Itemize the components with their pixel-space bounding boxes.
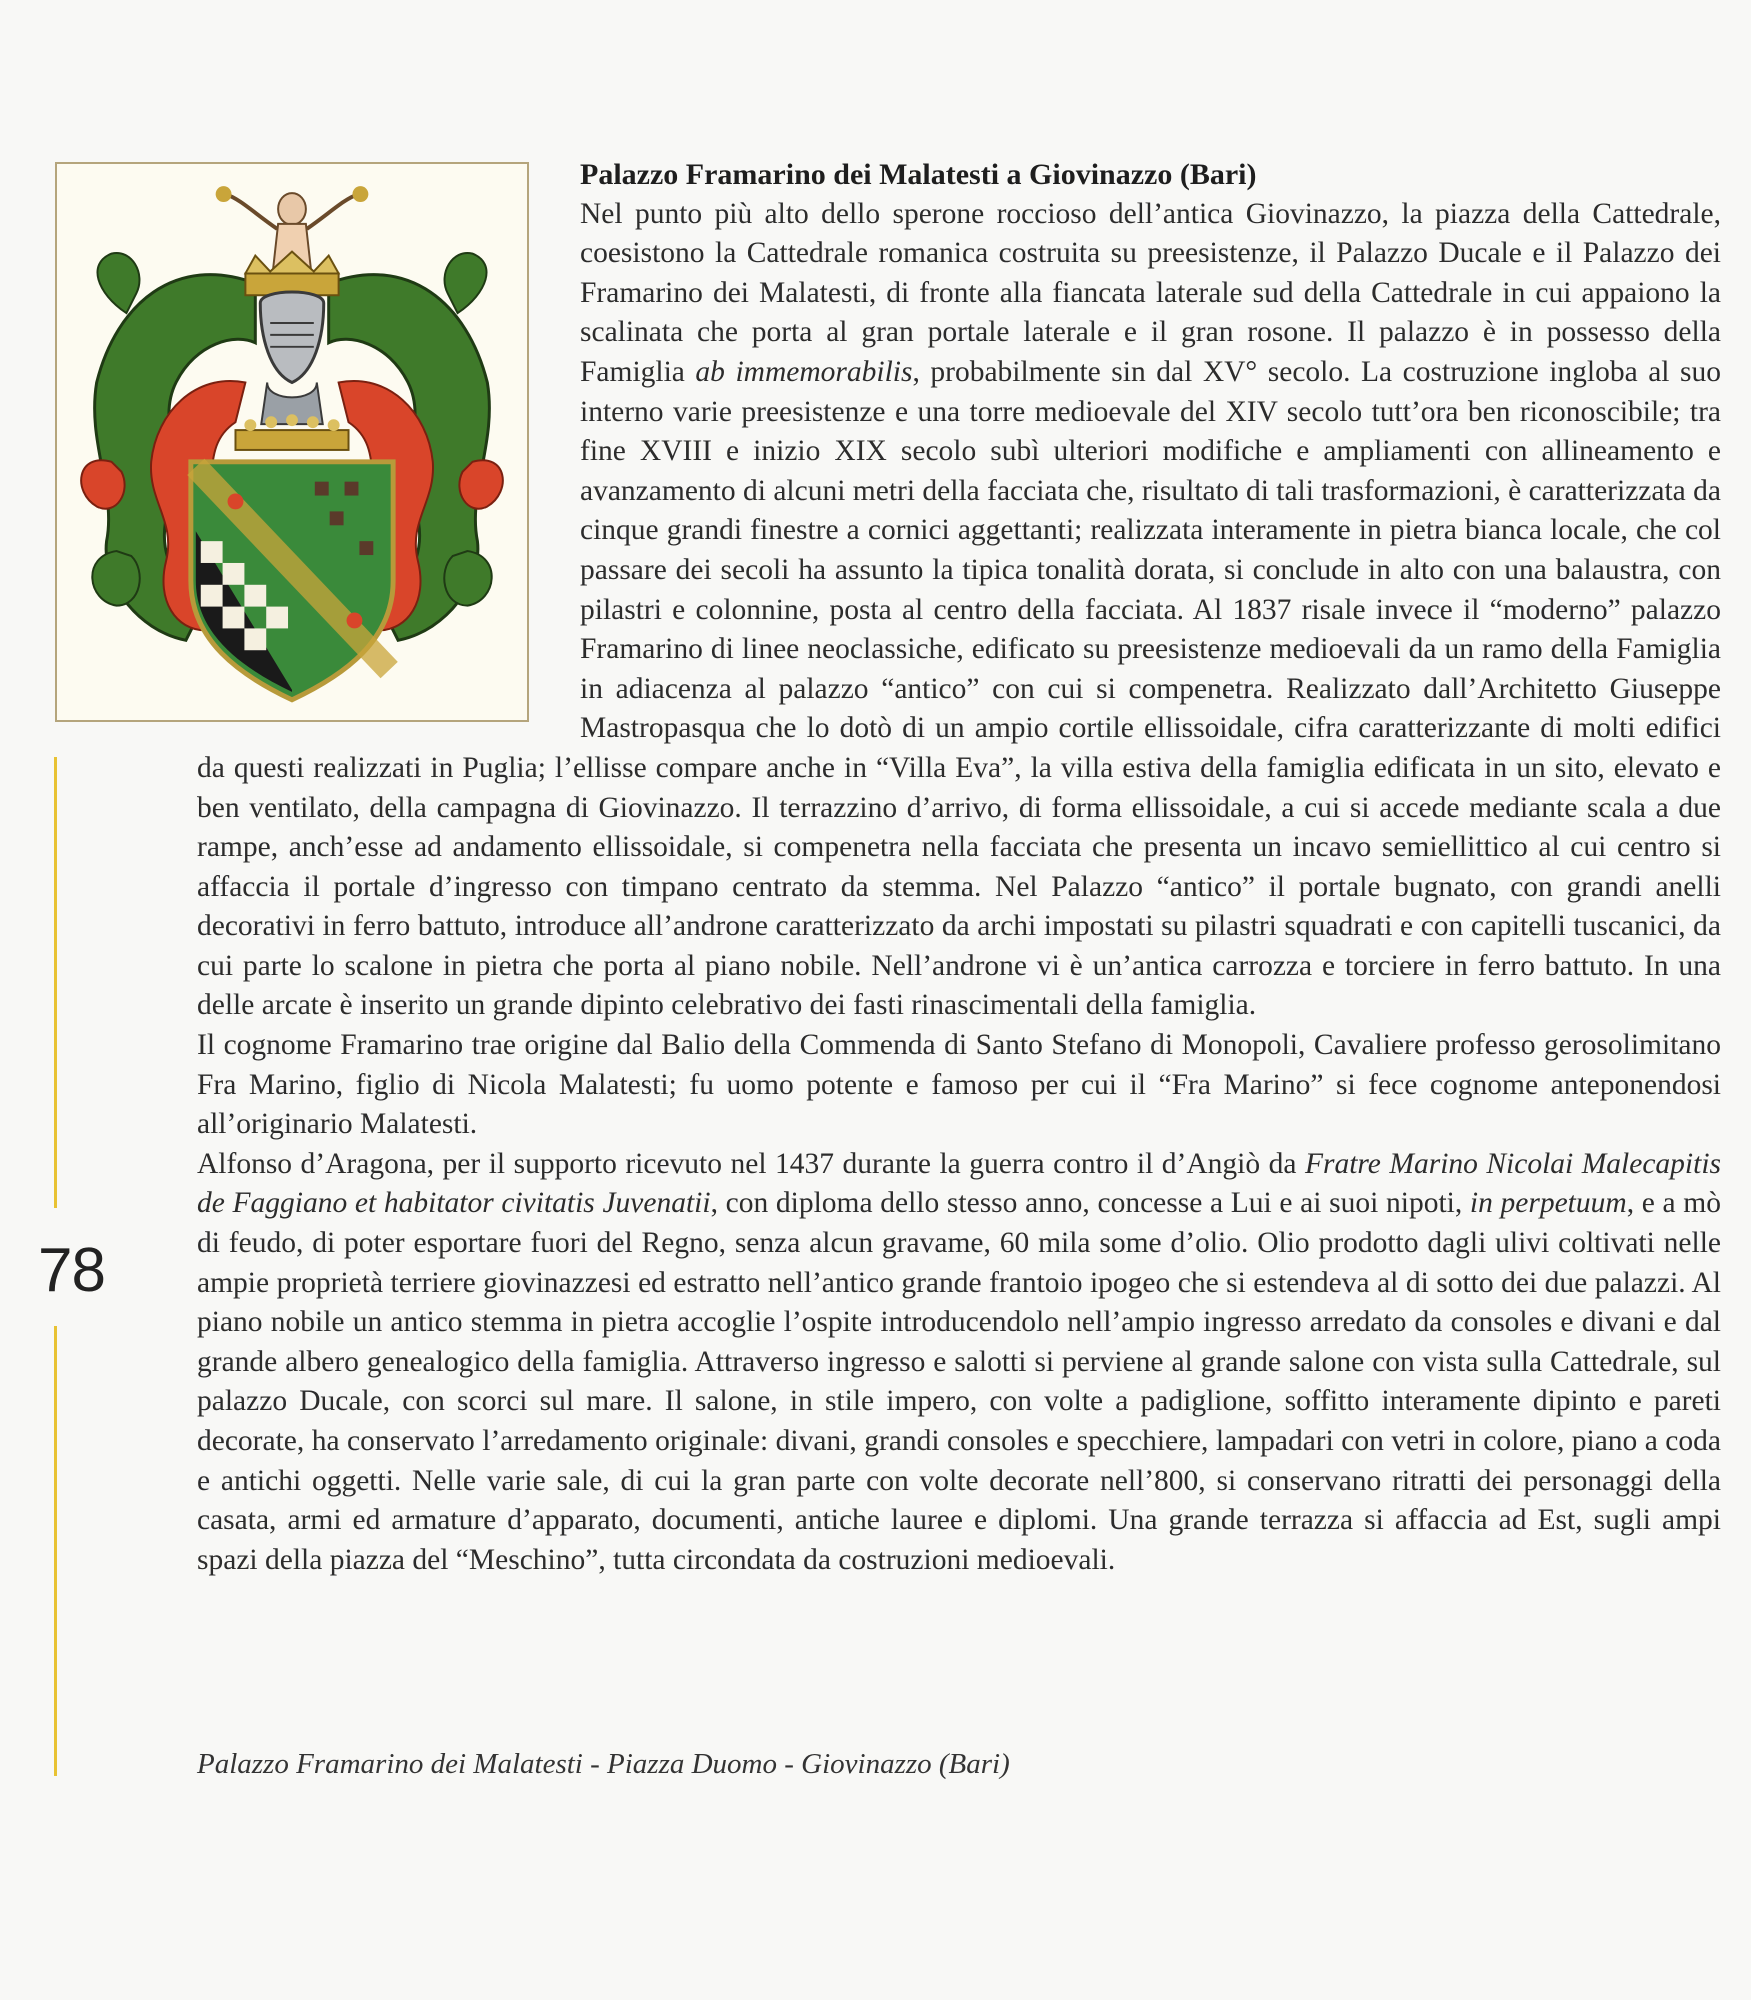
italic-latin-quote: Fratre Marino Nicolai Malecapitis de Faggiano et habitator civitatis Juvenatii bbox=[197, 1147, 1722, 1220]
italic-latin-phrase: in perpetuum bbox=[1469, 1187, 1627, 1220]
page-number: 78 bbox=[38, 1236, 105, 1305]
italic-phrase: ab immemorabilis bbox=[695, 355, 913, 388]
gold-margin-rule-top bbox=[54, 757, 57, 1208]
paragraph-1: Nel punto più alto dello sperone roccioso dell’antica Giovinazzo, la piazza della Cattedrale, coesistono la Cattedrale romanica costruita su preesistenze, il Palazzo Ducale e il Palazzo dei Framarino dei Malatesti, di fronte alla fiancata laterale sud della Cattedrale in cui appaiono la scalinata che porta al gran portale laterale e il gran rosone. Il palazzo è in possesso della Famiglia ab immemorabilis, probabilmente sin dal XV° secolo. La costruzione ingloba al suo interno varie preesistenze e una torre medioevale del XIV secolo tutt’ora ben riconoscibile; tra fine XVIII e inizio XIX secolo subì ulteriori modifiche e ampliamenti con allineamento e avanzamento di alcuni metri della facciata che, risultato di tali trasformazioni, è caratterizzata da cinque grandi finestre a cornici aggettanti; realizzata interamente in pietra bianca locale, che col passare dei secoli ha assunto la tipica tonalità dorata, si conclude in alto con una balaustra, con pilastri e colonnine, posta al centro della facciata. Al 1837 risale invece il “moderno” palazzo Framarino di linee neoclassiche, edificato su preesistenze medioevali da un ramo della Famiglia in adiacenza al palazzo “antico” con cui si compenetra. Realizzato dall’Architetto Giuseppe Mastropasqua che lo dotò di un ampio cortile ellissoidale, cifra caratterizzante di molti edifici da questi realizzati in Puglia; l’ellisse compare anche in “Villa Eva”, la villa estiva della famiglia edificata in un sito, elevato e ben ventilato, della campagna di Giovinazzo. Il terrazzino d’arrivo, di forma ellissoidale, a cui si accede mediante scala a due rampe, anch’esse ad andamento ellissoidale, si compenetra nella facciata che presenta un incavo semiellittico al cui centro si affaccia il portale d’ingresso con timpano centrato da stemma. Nel Palazzo “antico” il portale bugnato, con grandi anelli decorativi in ferro battuto, introduce all’androne caratterizzato da archi impostati su pilastri squadrati e con capitelli tuscanici, da cui parte lo scalone in pietra che porta al piano nobile. Nell’androne vi è un’antica carrozza e torciere in ferro battuto. In una delle arcate è inserito un grande dipinto celebrativo dei fasti rinascimentali della famiglia. bbox=[197, 197, 1722, 1022]
address-caption: Palazzo Framarino dei Malatesti - Piazza Duomo - Giovinazzo (Bari) bbox=[197, 1748, 1010, 1780]
image-wrap-spacer bbox=[197, 155, 580, 727]
paragraph-2: Il cognome Framarino trae origine dal Balio della Commenda di Santo Stefano di Monopoli, Cavaliere professo gerosolimitano Fra Marino, figlio di Nicola Malatesti; fu uomo potente e famoso per cui il “Fra Marino” si fece cognome anteponendosi all’originario Malatesti. bbox=[197, 1029, 1721, 1141]
paragraph-3: Alfonso d’Aragona, per il supporto ricevuto nel 1437 durante la guerra contro il d’Angiò da Fratre Marino Nicolai Malecapitis de Faggiano et habitator civitatis Juvenatii, con diploma dello stesso anno, concesse a Lui e ai suoi nipoti, in perpetuum, e a mò di feudo, di poter esportare fuori del Regno, senza alcun gravame, 60 mila some d’olio. Olio prodotto dagli ulivi coltivati nelle ampie proprietà terriere giovinazzesi ed estratto nell’antico grande frantoio ipogeo che si estendeva al di sotto dei due palazzi. Al piano nobile un antico stemma in pietra accoglie l’ospite introducendolo nell’ampio ingresso arredato da consoles e divani e dal grande albero genealogico della famiglia. Attraverso ingresso e salotti si perviene al grande salone con vista sulla Cattedrale, sul palazzo Ducale, con scorci sul mare. Il salone, in stile impero, con volte a padiglione, soffitto interamente dipinto e pareti decorate, ha conservato l’arredamento originale: divani, grandi consoles e specchiere, lampadari con vetri in colore, piano a coda e antichi oggetti. Nelle varie sale, di cui la gran parte con volte decorate nell’800, si conservano ritratti dei personaggi della casata, armi ed armature d’apparato, documenti, antiche lauree e diplomi. Una grande terrazza si affaccia ad Est, sugli ampi spazi della piazza del “Meschino”, tutta circondata da costruzioni medioevali. bbox=[197, 1147, 1722, 1576]
article-body bbox=[197, 155, 1721, 1580]
article-title: Palazzo Framarino dei Malatesti a Giovinazzo (Bari) bbox=[580, 158, 1257, 191]
gold-margin-rule-bottom bbox=[54, 1326, 57, 1776]
